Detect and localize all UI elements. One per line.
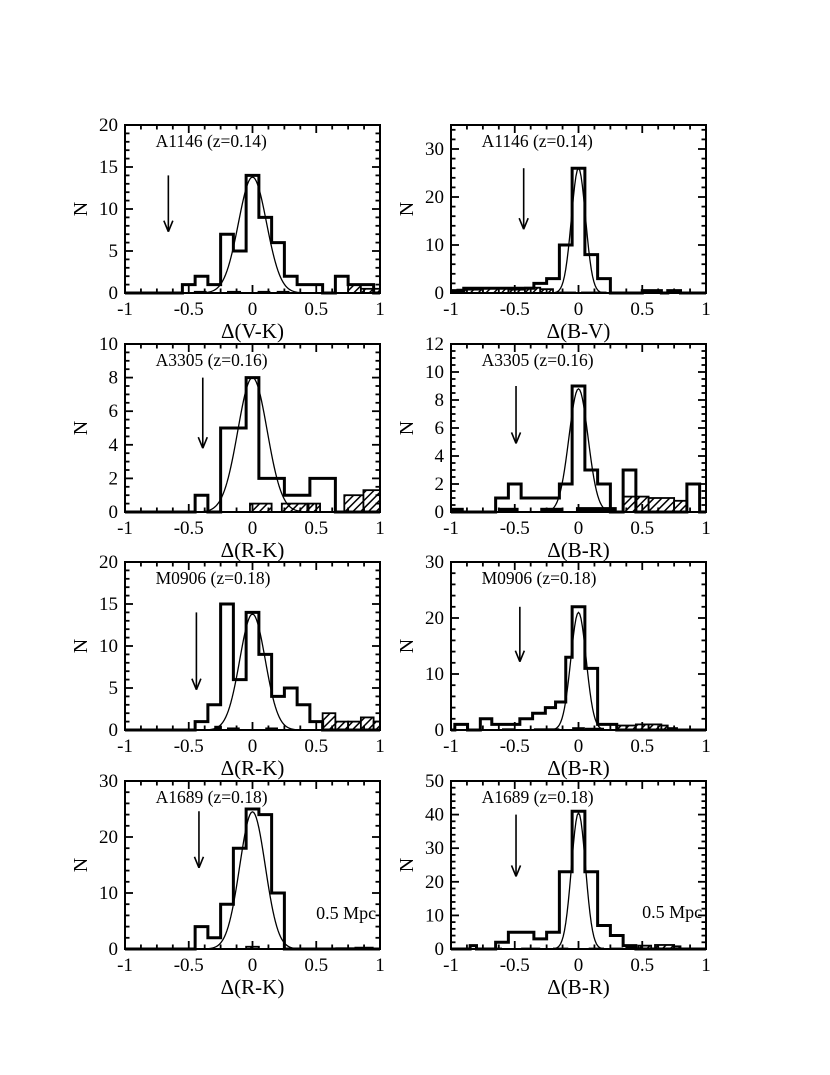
y-tick-label: 10 [425,905,444,927]
x-tick-label: -0.5 [173,299,204,320]
x-axis-label: Δ(B-V) [546,319,611,343]
x-tick-label: 0 [573,299,584,320]
y-axis-label: N [396,420,418,436]
x-tick-label: 1 [375,518,385,539]
x-tick-label: -1 [443,955,459,976]
x-axis-label: Δ(V-K) [221,319,284,343]
y-tick-label: 5 [108,678,118,699]
x-axis-label: Δ(B-R) [547,756,610,780]
x-tick-label: 0.5 [304,518,329,539]
y-tick-label: 5 [108,241,118,262]
y-tick-label: 12 [425,334,444,355]
y-tick-label: 4 [434,446,444,467]
x-tick-label: 1 [375,955,385,976]
x-tick-label: -1 [443,299,459,320]
panel-title: A1689 (z=0.18) [155,787,268,807]
x-tick-label: -1 [117,299,133,320]
x-tick-label: -1 [443,736,459,757]
y-tick-label: 8 [108,367,118,389]
x-tick-label: 0.5 [630,955,655,976]
x-tick-label: 0.5 [304,736,329,757]
y-tick-label: 30 [425,552,444,573]
y-axis-label: N [70,857,92,873]
x-tick-label: -1 [117,518,133,539]
x-tick-label: 1 [375,736,385,757]
y-axis-label: N [396,638,418,654]
panel-title: A1146 (z=0.14) [155,131,267,151]
x-tick-label: -0.5 [173,518,204,539]
y-tick-label: 20 [425,871,444,893]
x-tick-label: 1 [701,518,711,539]
panel-title: M0906 (z=0.18) [155,568,271,588]
x-axis-label: Δ(B-R) [547,975,610,999]
x-tick-label: 1 [701,299,711,320]
y-tick-label: 30 [425,838,444,860]
y-tick-label: 20 [99,827,118,848]
hatch-bin [674,501,687,512]
y-tick-label: 15 [99,157,118,178]
y-tick-label: 30 [99,771,118,792]
y-tick-label: 10 [425,235,444,256]
x-tick-label: 0 [247,736,258,757]
x-tick-label: 0 [573,518,584,539]
y-tick-label: 8 [434,390,444,411]
x-tick-label: -0.5 [499,299,530,320]
y-tick-label: 2 [108,468,118,490]
y-tick-label: 10 [99,199,118,220]
y-tick-label: 20 [99,552,118,573]
x-tick-label: -0.5 [499,955,530,976]
y-tick-label: 30 [425,139,444,160]
y-tick-label: 40 [425,804,444,826]
hatch-bin [309,504,320,512]
x-tick-label: 0 [247,299,258,320]
y-axis-label: N [70,201,92,217]
x-axis-label: Δ(R-K) [220,756,285,780]
y-axis-label: N [70,638,92,654]
x-tick-label: -0.5 [173,955,204,976]
panel-title: M0906 (z=0.18) [481,568,597,588]
y-tick-label: 0 [108,939,118,960]
x-tick-label: -1 [117,736,133,757]
x-tick-label: 0.5 [304,955,329,976]
x-axis-label: Δ(R-K) [220,975,285,999]
x-tick-label: 0 [247,518,258,539]
x-tick-label: 0.5 [630,299,655,320]
y-tick-label: 10 [99,334,118,355]
x-tick-label: 0.5 [630,518,655,539]
y-tick-label: 0 [434,939,444,960]
y-axis-label: N [70,420,92,436]
x-tick-label: 0 [247,955,258,976]
y-tick-label: 20 [425,608,444,629]
y-tick-label: 20 [425,187,444,208]
y-tick-label: 4 [108,434,118,456]
y-tick-label: 10 [99,883,118,904]
hatch-bin [323,713,336,730]
hatch-bin [361,717,374,730]
hatch-bin [344,495,363,512]
y-tick-label: 10 [425,362,444,383]
x-tick-label: -0.5 [499,518,530,539]
y-tick-label: 50 [425,771,444,792]
y-tick-label: 15 [99,594,118,615]
y-tick-label: 0 [108,720,118,741]
y-tick-label: 0 [108,283,118,304]
x-tick-label: 0 [573,955,584,976]
hatch-bin [363,490,380,512]
x-tick-label: 1 [375,299,385,320]
hatch-bin [282,504,308,512]
y-tick-label: 20 [99,115,118,136]
y-axis-label: N [396,857,418,873]
x-tick-label: -0.5 [499,736,530,757]
x-tick-label: -1 [443,518,459,539]
x-axis-label: Δ(R-K) [220,538,285,562]
x-tick-label: -0.5 [173,736,204,757]
y-tick-label: 6 [108,401,118,423]
y-tick-label: 0 [434,502,444,523]
hatch-bin [649,498,675,512]
annotation-mpc: 0.5 Mpc [642,902,703,923]
annotation-mpc: 0.5 Mpc [316,903,377,924]
panel-title: A3305 (z=0.16) [481,350,594,370]
panel-title: A3305 (z=0.16) [155,350,268,370]
y-tick-label: 10 [425,664,444,685]
x-tick-label: 0.5 [630,736,655,757]
x-tick-label: 0 [573,736,584,757]
y-tick-label: 0 [434,283,444,304]
y-tick-label: 10 [99,636,118,657]
y-tick-label: 0 [434,720,444,741]
y-tick-label: 6 [434,418,444,439]
panel-title: A1689 (z=0.18) [481,787,594,807]
x-tick-label: 0.5 [304,299,329,320]
y-axis-label: N [396,201,418,217]
x-tick-label: 1 [701,955,711,976]
y-tick-label: 2 [434,474,444,495]
panel-title: A1146 (z=0.14) [481,131,593,151]
x-tick-label: 1 [701,736,711,757]
x-tick-label: -1 [117,955,133,976]
y-tick-label: 0 [108,502,118,523]
x-axis-label: Δ(B-R) [547,538,610,562]
